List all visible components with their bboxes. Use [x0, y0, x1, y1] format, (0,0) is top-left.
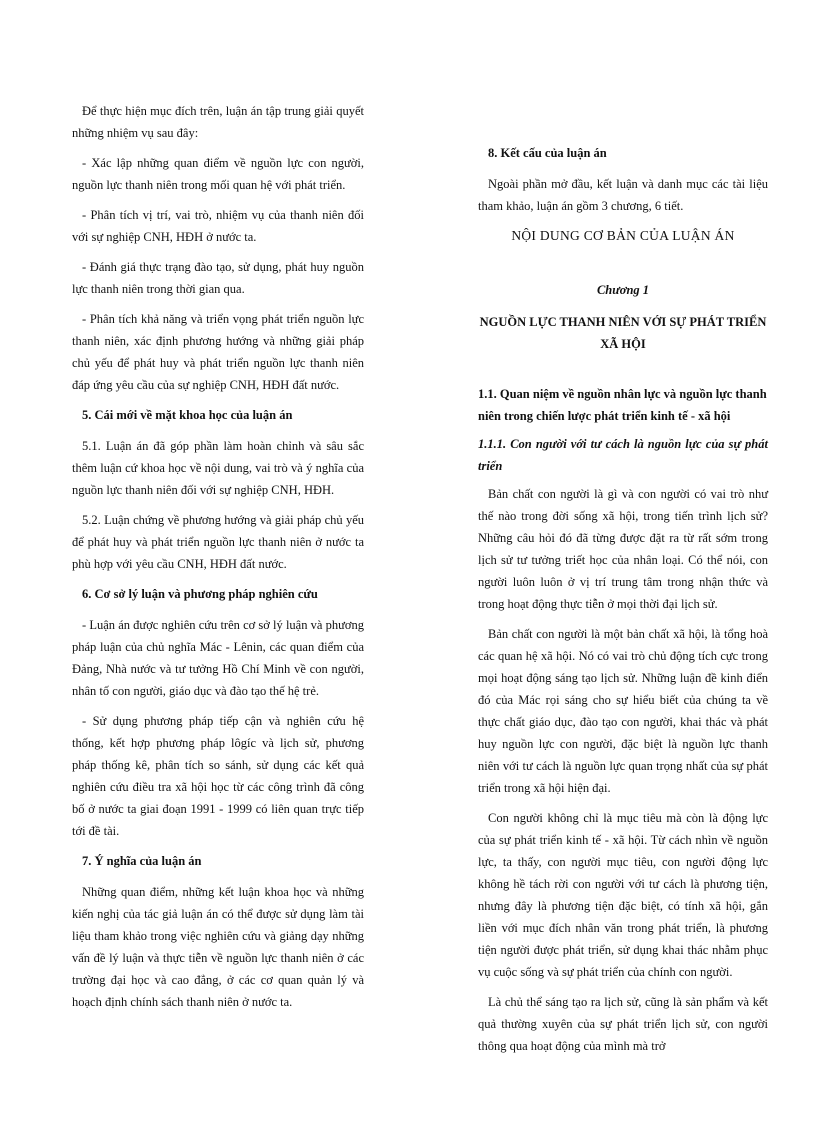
task-2: - Phân tích vị trí, vai trò, nhiệm vụ của thanh niên đối với sự nghiệp CNH, HĐH ở nước ta. — [72, 208, 364, 244]
task-1: - Xác lập những quan điểm về nguồn lực con người, nguồn lực thanh niên trong mối quan hệ với phát triển. — [72, 156, 364, 192]
paragraph-5-1: 5.1. Luận án đã góp phần làm hoàn chỉnh và sâu sắc thêm luận cứ khoa học về nội dung, vai trò và ý nghĩa của nguồn lực thanh niên đối với sự nghiệp CNH, HĐH. — [72, 439, 364, 497]
paragraph-r3: Con người không chỉ là mục tiêu mà còn là động lực của sự phát triển kinh tế - xã hội. Từ cách nhìn về nguồn lực, ta thấy, con người mục tiêu, con người động lực không hề tách rời con người với tư cách là phương tiện, nhưng đây là phương tiện đặc biệt, có tính xã hội, gắn liền với mục đích nhân văn trong phát triển, là phương tiện người được phát triển, sử dụng khai thác nhằm phục vụ cuộc sống và sự phát triển của chính con người. — [478, 811, 768, 979]
paragraph-5-2: 5.2. Luận chứng về phương hướng và giải pháp chủ yếu để phát huy và phát triển nguồn lực thanh niên ở nước ta phù hợp với yêu cầu CNH, HĐH đất nước. — [72, 513, 364, 571]
heading-section-1-1: 1.1. Quan niệm về nguồn nhân lực và nguồn lực thanh niên trong chiến lược phát triển kinh tế - xã hội — [478, 387, 767, 423]
paragraph-r2: Bản chất con người là một bản chất xã hội, là tổng hoà các quan hệ xã hội. Nó có vai trò chủ động tích cực trong mọi hoạt động sáng tạo lịch sử. Những luận đề kinh điển đó của Mác rọi sáng cho sự hiểu biết của chúng ta về thực chất giáo dục, đào tạo con người, khai thác và phát huy nguồn lực con người, đặc biệt là nguồn lực thanh niên với tư cách là nguồn lực quan trọng nhất của sự phát triển trong xã hội hiện đại. — [478, 627, 768, 795]
right-column — [478, 142, 768, 1065]
task-4: - Phân tích khả năng và triển vọng phát triển nguồn lực thanh niên, xác định phương hướng và những giải pháp chủ yếu để phát huy và phát triển nguồn lực thanh niên đáp ứng yêu cầu của sự nghiệp CNH, HĐH đất nước. — [72, 312, 364, 392]
paragraph-r4: Là chủ thể sáng tạo ra lịch sử, cũng là sản phẩm và kết quả thường xuyên của sự phát triển lịch sử, con người thông qua hoạt động của mình mà trở — [478, 995, 768, 1053]
intro-paragraph: Để thực hiện mục đích trên, luận án tập trung giải quyết những nhiệm vụ sau đây: — [72, 104, 364, 140]
paragraph-r1: Bản chất con người là gì và con người có vai trò như thế nào trong đời sống xã hội, trong tiến trình lịch sử? Những câu hỏi đó đã từng được đặt ra từ rất sớm trong lịch sử tư tưởng triết học của nhân loại. Có thể nói, con người luôn luôn ở vị trí trung tâm trong nhận thức và trong hoạt động thực tiễn ở mọi thời đại lịch sử. — [478, 487, 768, 611]
paragraph-7: Những quan điểm, những kết luận khoa học và những kiến nghị của tác giả luận án có thể được sử dụng làm tài liệu tham khảo trong việc nghiên cứu và giảng dạy những vấn đề lý luận và thực tiễn về nguồn lực thanh niên ở các trường đại học và cao đẳng, ở các cơ quan quản lý và hoạch định chính sách thanh niên ở nước ta. — [72, 885, 364, 1009]
heading-section-6: 6. Cơ sở lý luận và phương pháp nghiên cứu — [82, 587, 318, 601]
heading-section-5: 5. Cái mới về mặt khoa học của luận án — [82, 408, 293, 422]
task-3: - Đánh giá thực trạng đào tạo, sử dụng, phát huy nguồn lực thanh niên trong thời gian qua. — [72, 260, 364, 296]
chapter-label: Chương 1 — [596, 283, 650, 297]
heading-section-8: 8. Kết cấu của luận án — [488, 146, 607, 160]
main-content-title: NỘI DUNG CƠ BẢN CỦA LUẬN ÁN — [511, 228, 735, 243]
heading-section-1-1-1: 1.1.1. Con người với tư cách là nguồn lực của sự phát triển — [478, 437, 768, 473]
paragraph-6-1: - Luận án được nghiên cứu trên cơ sở lý luận và phương pháp luận của chủ nghĩa Mác - Lênin, các quan điểm của Đảng, Nhà nước và tư tưởng Hồ Chí Minh về con người, nhân tố con người, giáo dục và đào tạo thế hệ trẻ. — [72, 618, 364, 698]
paragraph-8: Ngoài phần mở đầu, kết luận và danh mục các tài liệu tham khảo, luận án gồm 3 chương, 6 tiết. — [478, 177, 768, 213]
chapter-title: NGUỒN LỰC THANH NIÊN VỚI SỰ PHÁT TRIỂN XÃ HỘI — [479, 315, 767, 351]
paragraph-6-2: - Sử dụng phương pháp tiếp cận và nghiên cứu hệ thống, kết hợp phương pháp lôgíc và lịch sử, phương pháp thống kê, phân tích so sánh, sử dụng các kết quả nghiên cứu điều tra xã hội học từ các công trình đã công bố ở nước ta giai đoạn 1991 - 1999 có liên quan trực tiếp tới đề tài. — [72, 714, 364, 838]
heading-section-7: 7. Ý nghĩa của luận án — [82, 854, 202, 868]
left-column — [72, 100, 364, 1021]
